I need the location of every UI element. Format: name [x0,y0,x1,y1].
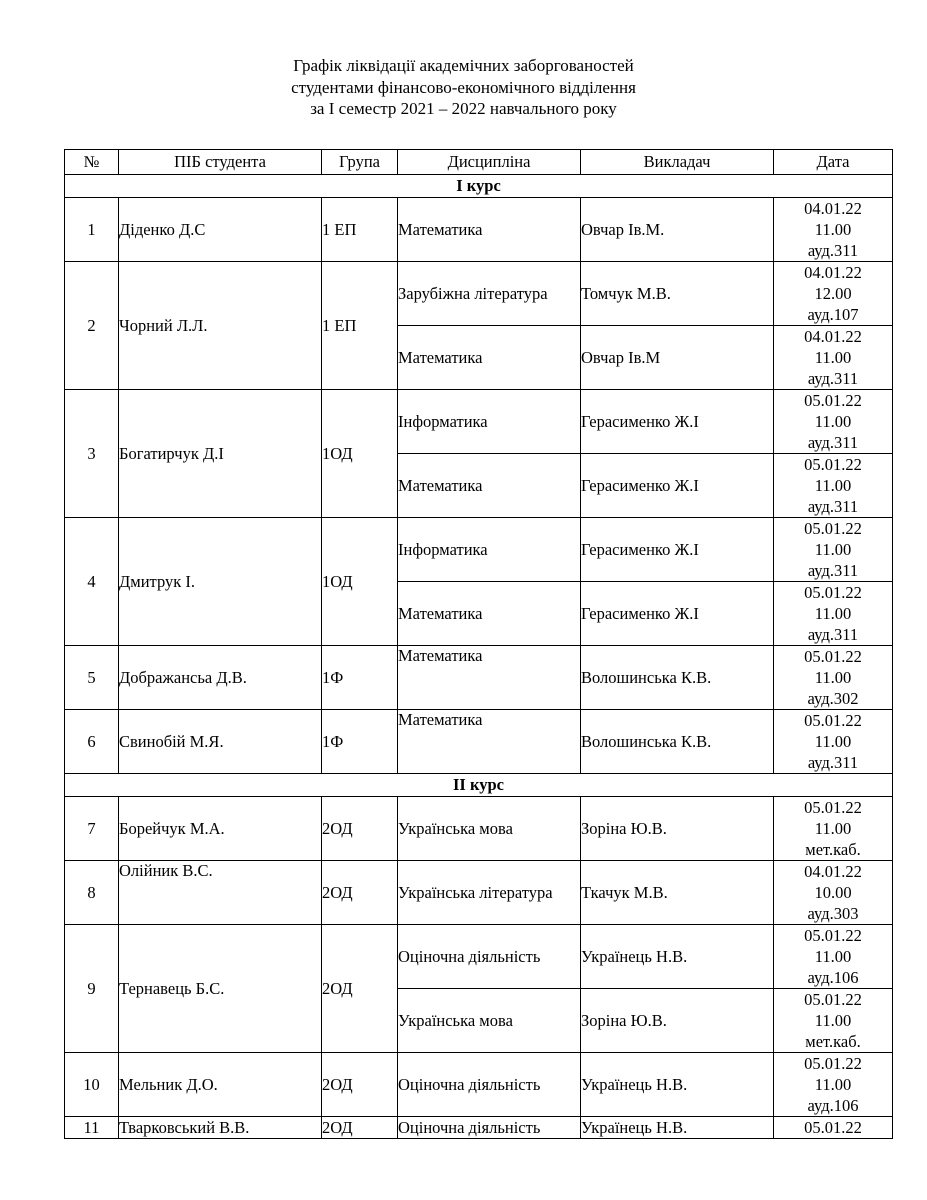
date-cell [774,797,893,861]
group: 1 ЕП [322,198,398,262]
group: 1ОД [322,518,398,646]
table-row [65,1053,893,1117]
title-line: Графік ліквідації академічних заборгованостей [293,56,634,75]
date-value: 05.01.22 [804,711,862,730]
row-number: 4 [65,518,119,646]
header-name: ПІБ студента [119,150,322,175]
room-value: ауд.311 [807,433,859,452]
row-number: 3 [65,390,119,518]
header-discipline: Дисципліна [398,150,581,175]
date-value: 05.01.22 [804,519,862,538]
date-cell [774,989,893,1053]
discipline: Українська мова [398,797,581,861]
row-number: 9 [65,925,119,1053]
discipline: Оціночна діяльність [398,1053,581,1117]
date-value: 05.01.22 [804,926,862,945]
date-cell [774,262,893,326]
discipline: Українська мова [398,989,581,1053]
discipline: Математика [398,582,581,646]
time-value: 11.00 [814,947,852,966]
date-value: 05.01.22 [804,1054,862,1073]
row-number: 8 [65,861,119,925]
date-cell [774,390,893,454]
group: 2ОД [322,1117,398,1139]
row-number: 1 [65,198,119,262]
date-cell [774,326,893,390]
teacher: Українець Н.В. [581,1053,774,1117]
room-value: ауд.311 [807,753,859,772]
header-group: Група [322,150,398,175]
student-name: Чорний Л.Л. [119,262,322,390]
table-row [65,390,893,454]
discipline: Математика [398,198,581,262]
date-value: 05.01.22 [804,798,862,817]
teacher: Зоріна Ю.В. [581,989,774,1053]
table-row [65,646,893,710]
time-value: 11.00 [814,668,852,687]
discipline: Зарубіжна література [398,262,581,326]
date-cell [774,518,893,582]
date-value: 05.01.22 [804,391,862,410]
room-value: ауд.311 [807,625,859,644]
room-value: ауд.106 [807,968,859,987]
room-value: ауд.107 [807,305,859,324]
discipline: Українська література [398,861,581,925]
header-teacher: Викладач [581,150,774,175]
discipline: Оціночна діяльність [398,925,581,989]
time-value: 11.00 [814,348,852,367]
date-value: 05.01.22 [804,990,862,1009]
document-title [0,55,927,120]
title-line: студентами фінансово-економічного відділення [291,77,636,97]
table-body [65,175,893,1139]
time-value: 11.00 [814,1011,852,1030]
teacher: Зоріна Ю.В. [581,797,774,861]
group: 2ОД [322,797,398,861]
teacher: Волошинська К.В. [581,646,774,710]
room-value: ауд.311 [807,241,859,260]
row-number: 10 [65,1053,119,1117]
teacher: Герасименко Ж.І [581,390,774,454]
section-label: ІІ курс [65,774,893,797]
student-name: Тварковський В.В. [119,1117,322,1139]
date-cell [774,198,893,262]
teacher: Герасименко Ж.І [581,582,774,646]
table-row [65,518,893,582]
time-value: 11.00 [814,604,852,623]
time-value: 12.00 [814,284,852,303]
student-name: Богатирчук Д.І [119,390,322,518]
teacher: Герасименко Ж.І [581,454,774,518]
group: 1ОД [322,390,398,518]
date-value: 04.01.22 [804,862,862,881]
date-cell [774,1053,893,1117]
header-row [65,150,893,175]
room-value: мет.каб. [805,1032,861,1051]
date-value: 04.01.22 [804,199,862,218]
date-value: 05.01.22 [804,1117,862,1137]
time-value: 11.00 [814,476,852,495]
room-value: ауд.311 [807,497,859,516]
room-value: ауд.311 [807,369,859,388]
date-value: 05.01.22 [804,455,862,474]
teacher: Овчар Ів.М. [581,198,774,262]
room-value: мет.каб. [805,840,861,859]
date-cell [774,582,893,646]
teacher: Томчук М.В. [581,262,774,326]
row-number: 11 [65,1117,119,1139]
section-row [65,774,893,797]
discipline: Оціночна діяльність [398,1117,581,1139]
row-number: 6 [65,710,119,774]
title-line: за І семестр 2021 – 2022 навчального року [310,99,617,118]
teacher: Волошинська К.В. [581,710,774,774]
group: 2ОД [322,1053,398,1117]
group: 2ОД [322,861,398,925]
teacher: Українець Н.В. [581,925,774,989]
date-cell [774,1117,893,1139]
time-value: 11.00 [814,220,852,239]
time-value: 10.00 [814,883,852,902]
date-value: 04.01.22 [804,263,862,282]
row-number: 7 [65,797,119,861]
teacher: Овчар Ів.М [581,326,774,390]
student-name: Олійник В.С. [119,861,322,925]
section-label: І курс [65,175,893,198]
room-value: ауд.311 [807,561,859,580]
table-row [65,1117,893,1139]
time-value: 11.00 [814,412,852,431]
student-name: Борейчук М.А. [119,797,322,861]
date-cell [774,710,893,774]
student-name: Дмитрук І. [119,518,322,646]
room-value: ауд.302 [807,689,859,708]
table-row [65,861,893,925]
date-cell [774,454,893,518]
group: 1 ЕП [322,262,398,390]
section-row [65,175,893,198]
header-date: Дата [774,150,893,175]
room-value: ауд.106 [807,1096,859,1115]
date-cell [774,861,893,925]
student-name: Мельник Д.О. [119,1053,322,1117]
group: 2ОД [322,925,398,1053]
group: 1Ф [322,710,398,774]
discipline: Математика [398,710,581,774]
date-cell [774,646,893,710]
student-name: Дображансьа Д.В. [119,646,322,710]
time-value: 11.00 [814,819,852,838]
time-value: 11.00 [814,540,852,559]
date-value: 05.01.22 [804,583,862,602]
discipline: Математика [398,326,581,390]
row-number: 5 [65,646,119,710]
student-name: Свинобій М.Я. [119,710,322,774]
student-name: Тернавець Б.С. [119,925,322,1053]
teacher: Ткачук М.В. [581,861,774,925]
room-value: ауд.303 [807,904,859,923]
row-number: 2 [65,262,119,390]
discipline: Математика [398,646,581,710]
table-row [65,198,893,262]
discipline: Інформатика [398,390,581,454]
table-row [65,710,893,774]
table-row [65,262,893,326]
time-value: 11.00 [814,1075,852,1094]
teacher: Українець Н.В. [581,1117,774,1139]
group: 1Ф [322,646,398,710]
table-row [65,797,893,861]
table-row [65,925,893,989]
date-cell [774,925,893,989]
date-value: 05.01.22 [804,647,862,666]
discipline: Інформатика [398,518,581,582]
date-value: 04.01.22 [804,327,862,346]
time-value: 11.00 [814,732,852,751]
student-name: Діденко Д.С [119,198,322,262]
discipline: Математика [398,454,581,518]
schedule-table [64,149,893,1139]
header-num: № [65,150,119,175]
teacher: Герасименко Ж.І [581,518,774,582]
